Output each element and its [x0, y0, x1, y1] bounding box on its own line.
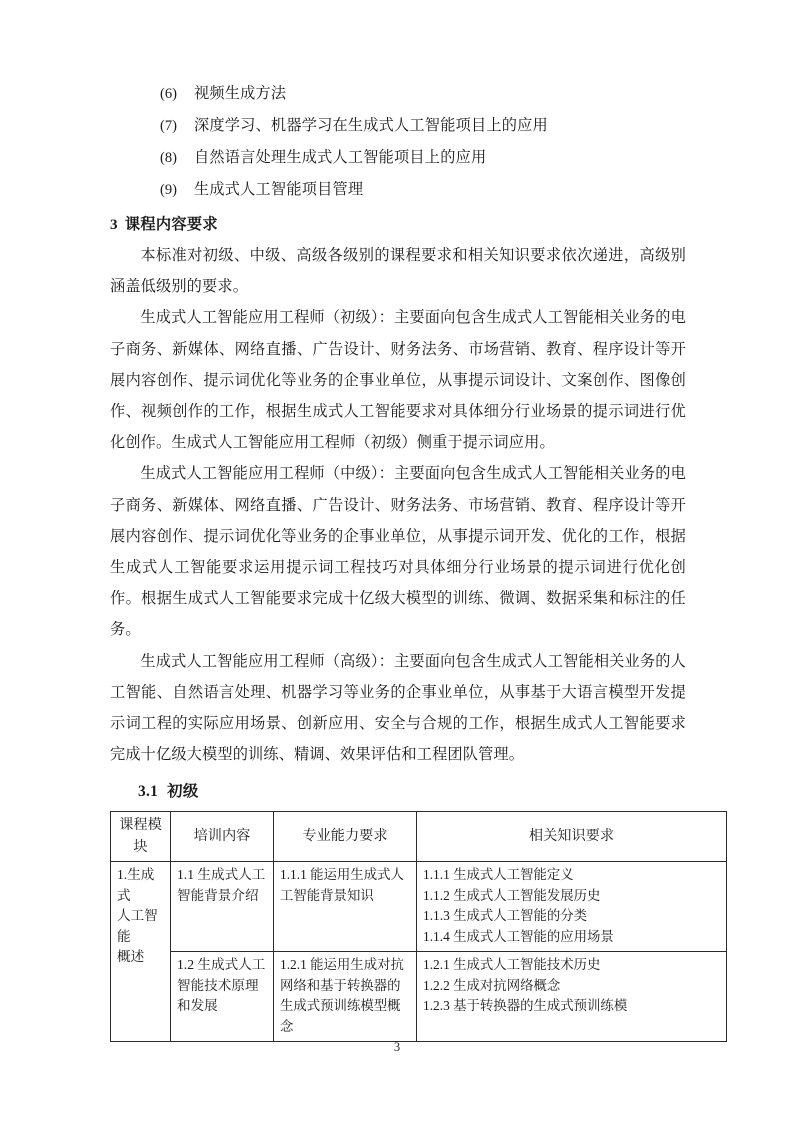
table-row [111, 952, 727, 1042]
module-line: 1.生成式 [117, 867, 155, 903]
knowledge-line: 1.1.2 生成式人工智能发展历史 [423, 887, 601, 903]
cell-module [111, 862, 171, 1042]
knowledge-line: 1.2.2 生成对抗网络概念 [423, 977, 561, 993]
cell-content: 1.1 生成式人工智能背景介绍 [171, 862, 274, 952]
section-number: 3 [110, 216, 118, 233]
course-table [110, 811, 727, 1042]
cell-skill: 1.1.1 能运用生成式人工智能背景知识 [274, 862, 417, 952]
course-table-wrapper [110, 811, 686, 1042]
list-item [110, 174, 686, 206]
list-item-marker: (9) [160, 182, 178, 198]
column-header-content: 培训内容 [171, 812, 274, 862]
cell-content: 1.2 生成式人工智能技术原理和发展 [171, 952, 274, 1042]
list-item-marker: (7) [160, 118, 178, 134]
numbered-list [110, 78, 686, 206]
section-intro-paragraph: 本标准对初级、中级、高级各级别的课程要求和相关知识要求依次递进，高级别涵盖低级别的要求。 [110, 247, 686, 296]
page-number: 3 [393, 1040, 401, 1054]
cell-knowledge [417, 952, 727, 1042]
list-item-label: 深度学习、机器学习在生成式人工智能项目上的应用 [194, 117, 548, 134]
section-heading [110, 210, 686, 240]
column-header-knowledge: 相关知识要求 [417, 812, 727, 862]
column-header-module: 课程模块 [111, 812, 171, 862]
knowledge-line: 1.1.1 生成式人工智能定义 [423, 867, 574, 883]
list-item [110, 110, 686, 142]
list-item [110, 78, 686, 110]
table-header [111, 812, 727, 862]
subsection-title: 初级 [167, 783, 199, 801]
column-header-skill: 专业能力要求 [274, 812, 417, 862]
subsection-number: 3.1 [138, 783, 159, 801]
list-item-label: 自然语言处理生成式人工智能项目上的应用 [194, 149, 487, 166]
paragraph-junior: 生成式人工智能应用工程师（初级）：主要面向包含生成式人工智能相关业务的电子商务、新媒体、网络直播、广告设计、财务法务、市场营销、教育、程序设计等开展内容创作、提示词优化等业务的企事业单位，从事提示词设计、文案创作、图像创作、视频创作的工作，根据生成式人工智能要求对具体细分行业场景的提示词进行优化创作。生成式人工智能应用工程师（初级）侧重于提示词应用。 [110, 309, 686, 452]
knowledge-line: 1.2.3 基于转换器的生成式预训练模 [423, 998, 628, 1014]
knowledge-line: 1.1.3 生成式人工智能的分类 [423, 908, 588, 924]
list-item-label: 视频生成方法 [194, 85, 287, 102]
paragraph-intermediate: 生成式人工智能应用工程师（中级）：主要面向包含生成式人工智能相关业务的电子商务、新媒体、网络直播、广告设计、财务法务、市场营销、教育、程序设计等开展内容创作、提示词优化等业务的企事业单位，从事提示词开发、优化的工作，根据生成式人工智能要求运用提示词工程技巧对具体细分行业场景的提示词进行优化创作。根据生成式人工智能要求完成十亿级大模型的训练、微调、数据采集和标注的任务。 [110, 465, 686, 639]
cell-knowledge [417, 862, 727, 952]
list-item-marker: (8) [160, 150, 178, 166]
list-item-marker: (6) [160, 86, 178, 102]
module-line: 概述 [117, 949, 145, 965]
table-header-row [111, 812, 727, 862]
paragraph-advanced: 生成式人工智能应用工程师（高级）：主要面向包含生成式人工智能相关业务的人工智能、自然语言处理、机器学习等业务的企事业单位，从事基于大语言模型开发提示词工程的实际应用场景、创新应用、安全与合规的工作，根据生成式人工智能要求完成十亿级大模型的训练、精调、效果评估和工程团队管理。 [110, 652, 686, 764]
table-body [111, 862, 727, 1042]
list-item-label: 生成式人工智能项目管理 [194, 181, 364, 198]
knowledge-line: 1.1.4 生成式人工智能的应用场景 [423, 928, 614, 944]
knowledge-line: 1.2.1 生成式人工智能技术历史 [423, 957, 601, 973]
list-item [110, 142, 686, 174]
table-row [111, 862, 727, 952]
cell-skill: 1.2.1 能运用生成对抗网络和基于转换器的生成式预训练模型概念 [274, 952, 417, 1042]
subsection-heading [110, 777, 686, 807]
section-title: 课程内容要求 [124, 216, 218, 233]
module-line: 人工智能 [117, 908, 158, 944]
